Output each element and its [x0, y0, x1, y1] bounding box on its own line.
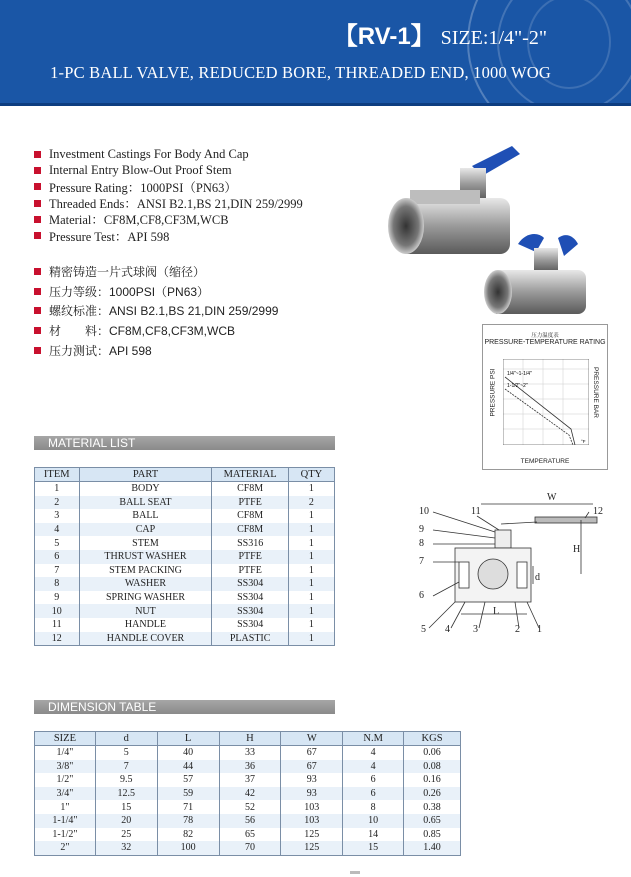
table-row — [35, 814, 461, 828]
table-row — [35, 800, 461, 814]
table-cell: PLASTIC — [212, 632, 288, 646]
feature-item: Internal Entry Blow-Out Proof Stem — [34, 162, 364, 178]
table-cell: 15 — [95, 800, 157, 814]
callout-10: 10 — [419, 506, 429, 517]
table-cell: PTFE — [212, 550, 288, 564]
table-row — [35, 536, 335, 550]
table-cell: 1 — [288, 632, 334, 646]
table-cell: 0.26 — [404, 787, 461, 801]
feature-item-cn: 材 料：CF8M,CF8,CF3M,WCB — [34, 321, 364, 341]
chart-plot-area — [503, 359, 589, 445]
table-cell: 4 — [343, 760, 404, 774]
table-cell: 67 — [281, 746, 343, 760]
table-row — [35, 523, 335, 537]
table-cell: 2 — [288, 496, 334, 510]
dimension-d: d — [535, 572, 540, 583]
callout-3: 3 — [473, 624, 478, 635]
table-cell: 125 — [281, 841, 343, 855]
table-cell: 8 — [35, 577, 80, 591]
table-cell: HANDLE COVER — [79, 632, 212, 646]
table-cell: 9 — [35, 591, 80, 605]
table-cell: PTFE — [212, 564, 288, 578]
column-header: MATERIAL — [212, 468, 288, 482]
bullet-square-icon — [34, 268, 41, 275]
header-strip — [0, 103, 631, 106]
table-cell: PTFE — [212, 496, 288, 510]
table-cell: 71 — [157, 800, 219, 814]
table-row — [35, 632, 335, 646]
table-cell: 8 — [343, 800, 404, 814]
model-name: 【RV-1】 — [333, 23, 435, 50]
callout-1: 1 — [537, 624, 542, 635]
table-cell: 0.06 — [404, 746, 461, 760]
table-cell: 4 — [343, 746, 404, 760]
table-cell: 1 — [288, 604, 334, 618]
table-cell: 1" — [35, 800, 96, 814]
table-cell: STEM PACKING — [79, 564, 212, 578]
table-cell: 2 — [35, 496, 80, 510]
table-cell: SPRING WASHER — [79, 591, 212, 605]
ball-valve-small-image — [478, 232, 593, 322]
table-cell: CAP — [79, 523, 212, 537]
table-cell: BODY — [79, 482, 212, 496]
feature-item: Material：CF8M,CF8,CF3M,WCB — [34, 211, 364, 227]
table-cell: 1 — [288, 536, 334, 550]
table-row — [35, 591, 335, 605]
callout-2: 2 — [515, 624, 520, 635]
table-cell: 78 — [157, 814, 219, 828]
table-cell: CF8M — [212, 509, 288, 523]
table-cell: SS304 — [212, 591, 288, 605]
bullet-square-icon — [34, 327, 41, 334]
table-cell: 67 — [281, 760, 343, 774]
feature-item: Pressure Test：API 598 — [34, 227, 364, 243]
table-cell: 52 — [219, 800, 281, 814]
table-cell: 7 — [35, 564, 80, 578]
bullet-square-icon — [34, 183, 41, 190]
table-cell: 65 — [219, 828, 281, 842]
chart-xlabel: TEMPERATURE — [520, 458, 570, 465]
table-cell: 37 — [219, 773, 281, 787]
table-cell: 57 — [157, 773, 219, 787]
table-row — [35, 773, 461, 787]
table-cell: SS304 — [212, 604, 288, 618]
table-row — [35, 550, 335, 564]
bullet-square-icon — [34, 167, 41, 174]
table-row — [35, 787, 461, 801]
page-title — [0, 16, 631, 51]
callout-6: 6 — [419, 590, 424, 601]
dimension-table-heading: DIMENSION TABLE — [34, 700, 335, 714]
table-cell: 7 — [95, 760, 157, 774]
table-cell: 4 — [35, 523, 80, 537]
material-list-table — [34, 467, 335, 646]
table-row — [35, 760, 461, 774]
dimension-w: W — [547, 492, 557, 503]
table-cell: BALL SEAT — [79, 496, 212, 510]
column-header: W — [281, 732, 343, 746]
table-cell: 10 — [343, 814, 404, 828]
table-cell: BALL — [79, 509, 212, 523]
table-cell: SS304 — [212, 577, 288, 591]
table-cell: 5 — [35, 536, 80, 550]
size-range: SIZE:1/4"-2" — [440, 27, 547, 49]
table-cell: 70 — [219, 841, 281, 855]
footer-mark — [350, 871, 360, 874]
table-cell: SS316 — [212, 536, 288, 550]
table-row — [35, 577, 335, 591]
table-cell: 1 — [288, 577, 334, 591]
table-cell: 93 — [281, 773, 343, 787]
column-header: H — [219, 732, 281, 746]
features-en — [34, 146, 364, 244]
table-header-row — [35, 468, 335, 482]
column-header: ITEM — [35, 468, 80, 482]
table-cell: 1 — [288, 550, 334, 564]
table-cell: 1/2" — [35, 773, 96, 787]
table-row — [35, 746, 461, 760]
table-cell: 20 — [95, 814, 157, 828]
bullet-square-icon — [34, 216, 41, 223]
table-cell: 0.38 — [404, 800, 461, 814]
table-cell: 12.5 — [95, 787, 157, 801]
pressure-temperature-chart — [482, 324, 608, 470]
table-cell: 0.85 — [404, 828, 461, 842]
table-cell: 3/4" — [35, 787, 96, 801]
table-cell: 59 — [157, 787, 219, 801]
table-cell: 0.08 — [404, 760, 461, 774]
table-cell: 1 — [288, 509, 334, 523]
callout-11: 11 — [471, 506, 481, 517]
table-cell: 0.16 — [404, 773, 461, 787]
unit-f: °F — [581, 439, 586, 444]
callout-12: 12 — [593, 506, 603, 517]
table-cell: 93 — [281, 787, 343, 801]
column-header: PART — [79, 468, 212, 482]
callout-9: 9 — [419, 524, 424, 535]
table-cell: 10 — [35, 604, 80, 618]
table-cell: 100 — [157, 841, 219, 855]
table-cell: 14 — [343, 828, 404, 842]
column-header: N.M — [343, 732, 404, 746]
table-cell: 42 — [219, 787, 281, 801]
table-row — [35, 482, 335, 496]
column-header: L — [157, 732, 219, 746]
table-cell: CF8M — [212, 523, 288, 537]
valve-section-drawing — [415, 490, 615, 640]
table-cell: CF8M — [212, 482, 288, 496]
table-header-row — [35, 732, 461, 746]
table-cell: 82 — [157, 828, 219, 842]
table-row — [35, 604, 335, 618]
table-cell: 40 — [157, 746, 219, 760]
page-subtitle: 1-PC BALL VALVE, REDUCED BORE, THREADED END, 1000 WOG — [50, 63, 551, 82]
dimension-table — [34, 731, 461, 856]
table-cell: 1-1/4" — [35, 814, 96, 828]
features-cn — [34, 262, 364, 360]
table-cell: 103 — [281, 800, 343, 814]
table-cell: 1 — [288, 618, 334, 632]
table-cell: 1 — [288, 591, 334, 605]
chart-title-cn: 压力温度表 — [531, 333, 559, 339]
chart-title: PRESSURE-TEMPERATURE RATING — [484, 339, 606, 346]
column-header: d — [95, 732, 157, 746]
table-cell: 15 — [343, 841, 404, 855]
table-cell: 1 — [288, 482, 334, 496]
table-row — [35, 564, 335, 578]
table-cell: 5 — [95, 746, 157, 760]
bullet-square-icon — [34, 347, 41, 354]
table-row — [35, 509, 335, 523]
table-cell: 9.5 — [95, 773, 157, 787]
dimension-l: L — [493, 606, 500, 617]
bullet-square-icon — [34, 307, 41, 314]
header-banner — [0, 0, 631, 103]
table-cell: 1 — [288, 564, 334, 578]
table-cell: 1.40 — [404, 841, 461, 855]
column-header: KGS — [404, 732, 461, 746]
table-row — [35, 828, 461, 842]
table-cell: 25 — [95, 828, 157, 842]
table-cell: 6 — [35, 550, 80, 564]
table-cell: 56 — [219, 814, 281, 828]
table-row — [35, 841, 461, 855]
feature-item-cn: 精密铸造一片式球阀（缩径） — [34, 262, 364, 282]
table-cell: WASHER — [79, 577, 212, 591]
bullet-square-icon — [34, 151, 41, 158]
table-cell: 12 — [35, 632, 80, 646]
table-cell: HANDLE — [79, 618, 212, 632]
table-row — [35, 618, 335, 632]
table-cell: 6 — [343, 773, 404, 787]
table-cell: 36 — [219, 760, 281, 774]
callout-7: 7 — [419, 556, 424, 567]
bullet-square-icon — [34, 232, 41, 239]
table-cell: 44 — [157, 760, 219, 774]
table-cell: 1-1/2" — [35, 828, 96, 842]
callout-5: 5 — [421, 624, 426, 635]
table-cell: 1 — [288, 523, 334, 537]
feature-item: Threaded Ends：ANSI B2.1,BS 21,DIN 259/2999 — [34, 195, 364, 211]
table-cell: STEM — [79, 536, 212, 550]
callout-4: 4 — [445, 624, 450, 635]
table-cell: 0.65 — [404, 814, 461, 828]
table-cell: 3/8" — [35, 760, 96, 774]
table-cell: 1/4" — [35, 746, 96, 760]
feature-item: Pressure Rating：1000PSI（PN63） — [34, 179, 364, 195]
table-cell: THRUST WASHER — [79, 550, 212, 564]
column-header: QTY — [288, 468, 334, 482]
feature-item-cn: 压力测试：API 598 — [34, 340, 364, 360]
table-cell: NUT — [79, 604, 212, 618]
column-header: SIZE — [35, 732, 96, 746]
curve-label-b: 1-1/2"~2" — [507, 383, 528, 389]
feature-item-cn: 螺纹标准：ANSI B2.1,BS 21,DIN 259/2999 — [34, 301, 364, 321]
chart-ylabel-right: PRESSURE BAR — [592, 367, 600, 418]
table-cell: 32 — [95, 841, 157, 855]
table-cell: SS304 — [212, 618, 288, 632]
bullet-square-icon — [34, 200, 41, 207]
table-cell: 6 — [343, 787, 404, 801]
bullet-square-icon — [34, 288, 41, 295]
table-row — [35, 496, 335, 510]
feature-item: Investment Castings For Body And Cap — [34, 146, 364, 162]
table-cell: 33 — [219, 746, 281, 760]
table-cell: 125 — [281, 828, 343, 842]
feature-item-cn: 压力等级：1000PSI（PN63） — [34, 282, 364, 302]
curve-label-a: 1/4"~1-1/4" — [507, 371, 532, 377]
chart-ylabel-left: PRESSURE PSI — [489, 368, 497, 417]
material-list-heading: MATERIAL LIST — [34, 436, 335, 450]
callout-8: 8 — [419, 538, 424, 549]
table-cell: 103 — [281, 814, 343, 828]
table-cell: 1 — [35, 482, 80, 496]
table-cell: 11 — [35, 618, 80, 632]
table-cell: 2" — [35, 841, 96, 855]
dimension-h: H — [573, 544, 581, 555]
table-cell: 3 — [35, 509, 80, 523]
